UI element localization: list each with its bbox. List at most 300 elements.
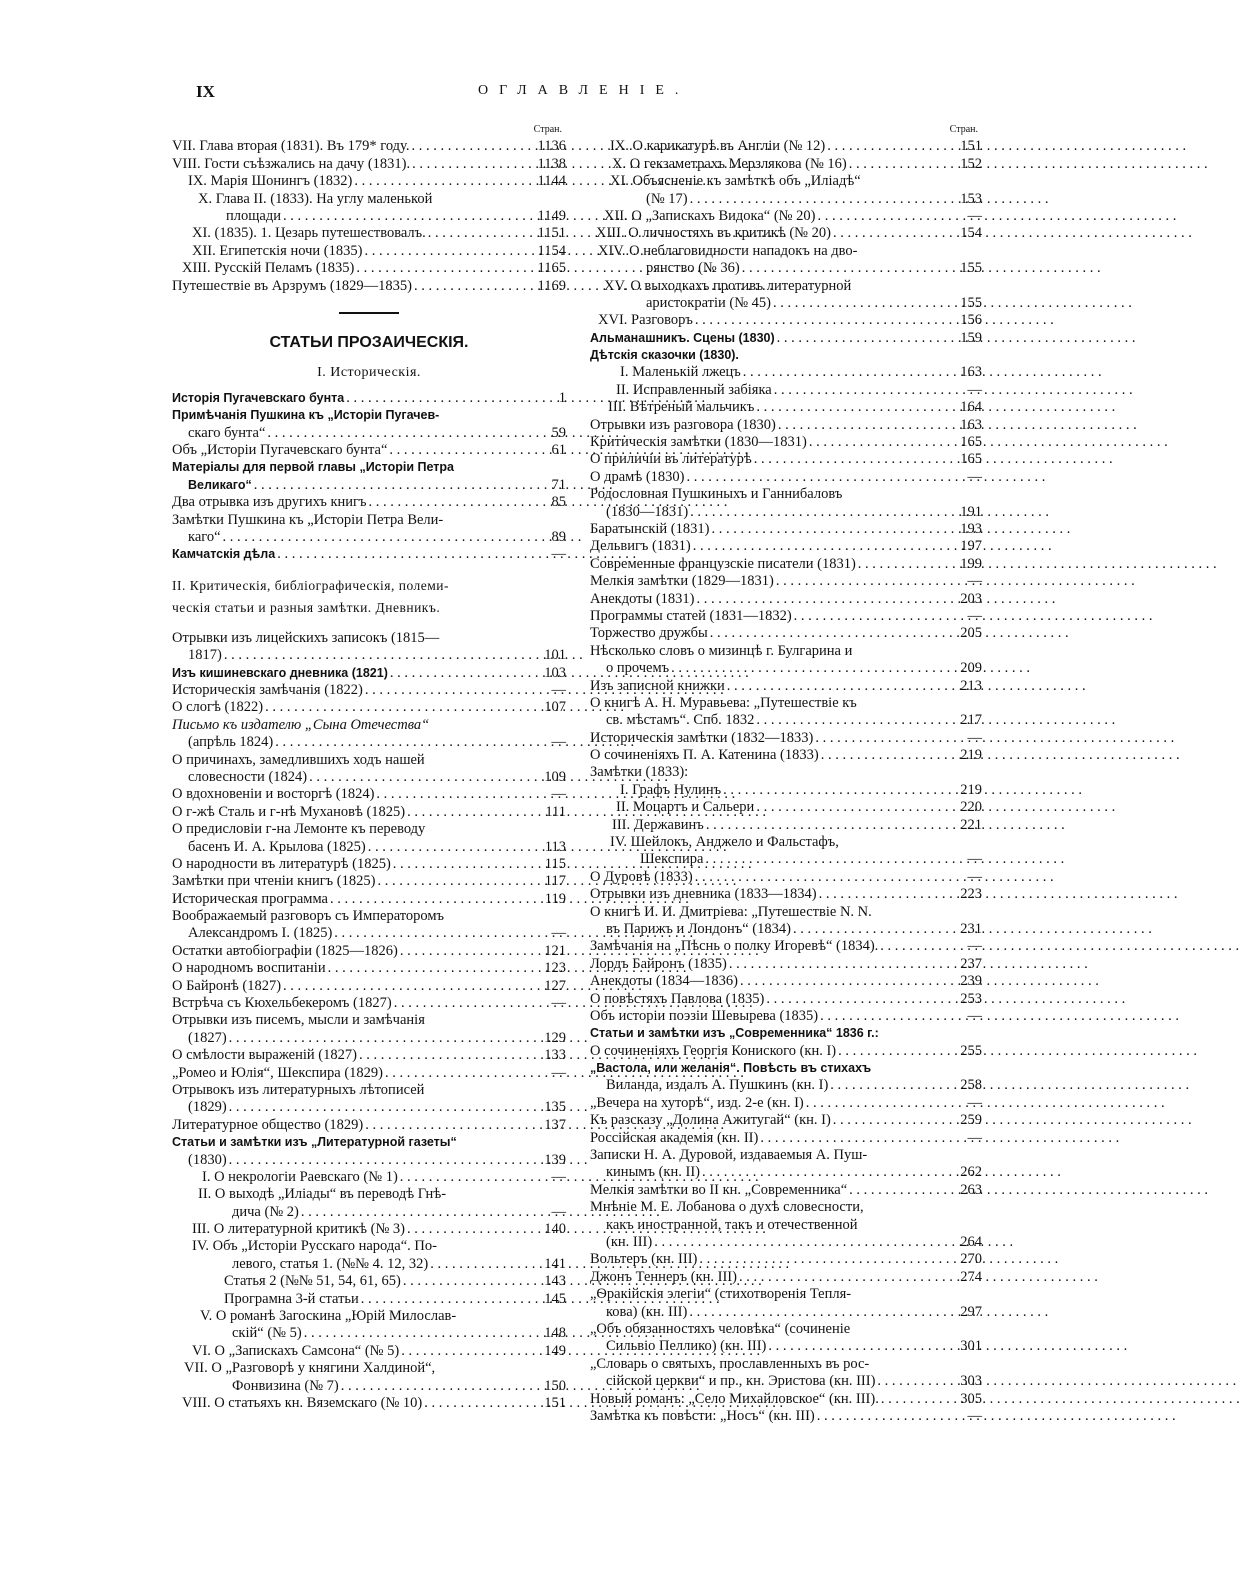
- toc-entry: [590, 1303, 982, 1320]
- subsection-title-line: II. Критическія, библіографическія, полеми-: [172, 578, 450, 594]
- toc-entry-page: 1138: [537, 155, 566, 172]
- dot-leader: [729, 956, 942, 973]
- toc-entry-title: Дѣтскія сказочки (1830).: [590, 348, 739, 363]
- toc-entry-title: Отрывки изъ лицейскихъ записокъ (1815—: [172, 629, 440, 646]
- toc-entry: [590, 1355, 982, 1372]
- dot-leader: [354, 173, 526, 190]
- subsection-title-line: ческія статьи и разныя замѣтки. Дневникъ.: [172, 600, 441, 616]
- toc-entry-page: —: [967, 607, 982, 624]
- toc-entry-page: 121: [544, 942, 566, 959]
- toc-entry-title: О народномъ воспитаніи: [172, 960, 326, 977]
- dot-leader: [690, 504, 942, 521]
- toc-entry-title: О Байронѣ (1827): [172, 977, 282, 994]
- toc-entry: [590, 990, 982, 1007]
- toc-entry-title: Вольтеръ (кн. III): [590, 1251, 698, 1268]
- toc-entry: [590, 1251, 982, 1268]
- toc-entry-page: 143: [544, 1273, 566, 1290]
- toc-entry-title: о прочемъ: [606, 660, 670, 677]
- toc-entry: [172, 682, 566, 699]
- toc-entry: [590, 677, 982, 694]
- toc-entry: [590, 521, 982, 538]
- toc-entry: [590, 851, 982, 868]
- dot-leader: [394, 995, 526, 1012]
- toc-entry-title: VIII. О статьяхъ кн. Вяземскаго (№ 10): [182, 1395, 423, 1411]
- dot-leader: [267, 425, 526, 442]
- toc-entry: [590, 364, 982, 381]
- toc-entry-page: 156: [960, 312, 982, 329]
- toc-entry-title: „Вечера на хуторѣ“, изд. 2-е (кн. I): [590, 1094, 804, 1111]
- toc-entry-title: Литературное общество (1829): [172, 1116, 364, 1133]
- toc-entry-page: 85: [551, 494, 566, 511]
- dot-leader: [277, 546, 526, 563]
- toc-entry-title: III. Вѣтреный мальчикъ: [608, 399, 755, 416]
- dot-leader: [328, 960, 526, 977]
- toc-entry-title: Александромъ I. (1825): [188, 925, 333, 942]
- toc-entry-page: —: [967, 207, 982, 224]
- toc-entry-page: 115: [544, 855, 566, 872]
- toc-entry: [590, 486, 982, 503]
- dot-leader: [760, 1130, 942, 1147]
- toc-entry-title: Анекдоты (1834—1836): [590, 973, 739, 990]
- toc-entry-page: 59: [551, 424, 566, 441]
- toc-entry-title: О приличіи въ литературѣ: [590, 451, 752, 468]
- toc-entry: [172, 647, 566, 664]
- toc-entry: [590, 277, 982, 294]
- toc-entry-page: 303: [960, 1373, 982, 1390]
- toc-entry: [590, 295, 982, 312]
- toc-entry-title: Статьи и замѣтки изъ „Современника“ 1836 г.:: [590, 1026, 879, 1041]
- toc-entry: [172, 494, 566, 511]
- toc-entry-page: —: [967, 1094, 982, 1111]
- toc-entry-page: 213: [960, 677, 982, 694]
- toc-entry: [172, 138, 566, 155]
- toc-entry: [590, 955, 982, 972]
- dot-leader: [794, 608, 942, 625]
- toc-entry: [590, 1042, 982, 1059]
- dot-leader: [400, 1169, 526, 1186]
- dot-leader: [858, 556, 942, 573]
- toc-entry-page: —: [551, 681, 566, 698]
- toc-entry: [590, 1373, 982, 1390]
- toc-entry: [590, 1216, 982, 1233]
- toc-entry-page: 155: [960, 294, 982, 311]
- toc-entry-title: Нѣсколько словъ о мизинцѣ г. Булгарина и: [590, 642, 853, 659]
- toc-entry-page: 223: [960, 886, 982, 903]
- toc-entry: [172, 277, 566, 294]
- toc-entry: [590, 399, 982, 416]
- toc-entry-page: 117: [544, 873, 566, 890]
- running-title: ОГЛАВЛЕНІЕ.: [478, 83, 690, 98]
- toc-entry: [172, 734, 566, 751]
- toc-entry-title: V. О романѣ Загоскина „Юрій Милослав-: [200, 1308, 457, 1325]
- dot-leader: [880, 938, 942, 955]
- toc-entry-page: 163: [960, 364, 982, 381]
- toc-entry-page: 148: [544, 1325, 566, 1342]
- toc-entry-title: IV. Объ „Исторіи Русскаго народа“. По-: [192, 1238, 437, 1255]
- dot-leader: [723, 782, 942, 799]
- toc-entry-title: Отрывокъ изъ литературныхъ лѣтописей: [172, 1081, 425, 1098]
- toc-entry-title: Родословная Пушкиныхъ и Ганнибаловъ: [590, 486, 843, 503]
- toc-entry: [590, 381, 982, 398]
- toc-entry: [590, 1286, 982, 1303]
- dot-leader: [756, 712, 942, 729]
- toc-entry: [590, 764, 982, 781]
- toc-entry: [590, 1181, 982, 1198]
- dot-leader: [393, 856, 526, 873]
- toc-entry-page: —: [967, 729, 982, 746]
- toc-entry-page: —: [967, 868, 982, 885]
- toc-entry-title: X. О гекзаметрахъ Мерзлякова (№ 16): [612, 155, 847, 172]
- subsection-title-critical: [172, 575, 566, 619]
- toc-entry-page: —: [967, 468, 982, 485]
- toc-entry-page: 193: [960, 520, 982, 537]
- toc-entry-page: 141: [544, 1255, 566, 1272]
- dot-leader: [727, 678, 942, 695]
- toc-entry-title: IX. О карикатурѣ въ Англіи (№ 12): [610, 138, 826, 155]
- toc-entry: [590, 329, 982, 346]
- toc-entry-title: (1829): [188, 1099, 227, 1116]
- toc-entry-page: 305: [960, 1390, 982, 1407]
- toc-entry: [172, 529, 566, 546]
- dot-leader: [229, 1152, 526, 1169]
- toc-entry: [172, 1064, 566, 1081]
- toc-entry-title: XII. О „Запискахъ Видока“ (№ 20): [604, 207, 816, 224]
- dot-leader: [341, 1378, 526, 1395]
- toc-entry-title: „Объ обязанностяхъ человѣка“ (сочиненіе: [590, 1320, 851, 1337]
- toc-entry: [590, 1112, 982, 1129]
- toc-entry-page: 101: [544, 647, 566, 664]
- toc-entry-page: —: [967, 1129, 982, 1146]
- toc-entry-page: 151: [544, 1395, 566, 1411]
- toc-entry-page: —: [551, 786, 566, 803]
- dot-leader: [428, 225, 526, 242]
- toc-entry-page: 151: [960, 138, 982, 155]
- toc-entry: [172, 424, 566, 441]
- toc-entry-page: 262: [960, 1164, 982, 1181]
- toc-entry-title: кова) (кн. III): [606, 1303, 688, 1320]
- toc-entry: [172, 407, 566, 424]
- dot-leader: [265, 699, 526, 716]
- toc-entry: [590, 1199, 982, 1216]
- toc-list-right: [590, 138, 982, 1425]
- toc-entry-page: 237: [960, 955, 982, 972]
- dot-leader: [817, 1408, 942, 1425]
- toc-entry-title: II. О выходѣ „Иліады“ въ переводѣ Гнѣ-: [198, 1186, 447, 1203]
- toc-entry: [172, 260, 566, 277]
- page-number: IX: [196, 82, 215, 101]
- toc-entry: [590, 729, 982, 746]
- toc-entry-title: Отрывки изъ дневника (1833—1834): [590, 886, 817, 903]
- toc-entry: [590, 190, 982, 207]
- toc-entry-page: 264: [960, 1234, 982, 1250]
- toc-entry-page: 270: [960, 1251, 982, 1268]
- toc-entry-title: XIII. Русскій Пеламъ (1835): [182, 260, 355, 277]
- dot-leader: [739, 1269, 942, 1286]
- toc-entry-title: О смѣлости выраженій (1827): [172, 1047, 357, 1064]
- toc-entry-page: 1136: [537, 138, 566, 155]
- toc-entry-title: Критическія замѣтки (1830—1831): [590, 434, 807, 451]
- toc-entry-title: скій“ (№ 5): [232, 1325, 302, 1342]
- toc-entry-page: 107: [544, 699, 566, 716]
- toc-entry-title: (1830): [188, 1151, 227, 1168]
- toc-entry-page: 127: [544, 977, 566, 994]
- dot-leader: [710, 625, 942, 642]
- toc-entry-title: Отрывки изъ разговора (1830): [590, 416, 776, 433]
- toc-entry-title: XIV. О неблаговидности нападокъ на дво-: [598, 242, 858, 259]
- toc-entry: [590, 416, 982, 433]
- dot-leader: [361, 1291, 526, 1308]
- toc-entry: [172, 1377, 566, 1394]
- toc-entry: [172, 155, 566, 172]
- toc-entry-title: Объ „Исторіи Пугачевскаго бунта“: [172, 442, 388, 459]
- dot-leader: [754, 451, 942, 468]
- dot-leader: [283, 208, 526, 225]
- section-divider: [339, 312, 399, 314]
- toc-entry-page: 155: [960, 260, 982, 277]
- toc-entry-title: О Дуровѣ (1833): [590, 868, 693, 885]
- toc-entry: [590, 138, 982, 155]
- toc-entry-title: Современные французскіе писатели (1831): [590, 555, 856, 572]
- toc-entry: [172, 173, 566, 190]
- dot-leader: [693, 538, 942, 555]
- toc-entry-title: О вдохновеніи и восторгѣ (1824): [172, 786, 375, 803]
- toc-entry: [172, 925, 566, 942]
- dot-leader: [401, 1343, 526, 1360]
- dot-leader: [369, 494, 527, 511]
- dot-leader: [793, 921, 942, 938]
- dot-leader: [815, 730, 942, 747]
- dot-leader: [821, 747, 942, 764]
- toc-entry: [590, 747, 982, 764]
- toc-list-top: [172, 138, 566, 295]
- toc-entry-title: „Ѳракійскія элегіи“ (стихотворенія Тепля-: [590, 1286, 852, 1303]
- dot-leader: [705, 851, 942, 868]
- toc-entry: [590, 886, 982, 903]
- toc-entry-title: Отрывки изъ писемъ, мысли и замѣчанія: [172, 1012, 425, 1029]
- toc-entry-title: каго“: [188, 529, 221, 546]
- toc-entry: [590, 1234, 982, 1251]
- toc-entry-title: басенъ И. А. Крылова (1825): [188, 838, 366, 855]
- toc-entry-title: Новый романъ: „Село Михайловское“ (кн. III).: [590, 1390, 879, 1407]
- toc-entry-page: 153: [960, 190, 982, 207]
- toc-entry: [172, 699, 566, 716]
- dot-leader: [275, 734, 526, 751]
- toc-entry: [590, 816, 982, 833]
- toc-entry: [172, 1186, 566, 1203]
- toc-entry-title: О книгѣ А. Н. Муравьева: „Путешествіе къ: [590, 694, 857, 711]
- toc-entry-page: 221: [960, 816, 982, 833]
- dot-leader: [414, 278, 526, 295]
- dot-leader: [689, 1304, 942, 1321]
- dot-leader: [756, 399, 942, 416]
- toc-entry-page: 263: [960, 1181, 982, 1198]
- right-column: [590, 124, 982, 1425]
- toc-entry-page: 1151: [537, 225, 566, 242]
- toc-entry-page: 274: [960, 1268, 982, 1285]
- toc-entry-title: Лордъ Байронъ (1835): [590, 955, 727, 972]
- toc-entry-title: О г-жѣ Сталь и г-нѣ Мухановѣ (1825): [172, 803, 406, 820]
- toc-entry-page: —: [967, 381, 982, 398]
- toc-entry: [590, 625, 982, 642]
- toc-entry: [172, 459, 566, 476]
- toc-entry-page: 217: [960, 712, 982, 729]
- toc-entry-title: Замѣтки Пушкина къ „Исторіи Петра Вели-: [172, 511, 444, 528]
- toc-entry-page: 1154: [537, 242, 566, 259]
- toc-entry-title: О книгѣ И. И. Дмитріева: „Путешествіе N. N.: [590, 903, 872, 920]
- toc-entry-title: VIII. Гости съѣзжались на дачу (1831).: [172, 155, 411, 172]
- toc-entry-page: 165: [960, 434, 982, 451]
- dot-leader: [687, 469, 943, 486]
- toc-entry-title: VI. О „Запискахъ Самсона“ (№ 5): [192, 1342, 400, 1359]
- toc-entry: [590, 225, 982, 242]
- toc-entry: [590, 973, 982, 990]
- toc-entry-page: 123: [544, 960, 566, 977]
- toc-entry: [590, 555, 982, 572]
- dot-leader: [820, 1008, 942, 1025]
- toc-entry-title: аристократіи (№ 45): [646, 294, 771, 311]
- toc-entry: [172, 1308, 566, 1325]
- toc-entry-title: словесности (1824): [188, 768, 308, 785]
- toc-entry-page: —: [551, 546, 566, 563]
- toc-entry-title: Историческія замѣчанія (1822): [172, 681, 363, 698]
- toc-entry-title: Сильвіо Пеллико) (кн. III): [606, 1338, 767, 1355]
- toc-entry: [172, 629, 566, 646]
- dot-leader: [742, 260, 942, 277]
- toc-entry-title: Встрѣча съ Кюхельбекеромъ (1827): [172, 995, 392, 1012]
- toc-entry: [172, 390, 566, 407]
- toc-entry-title: III. Державинъ: [612, 816, 704, 833]
- toc-entry-title: дича (№ 2): [232, 1203, 299, 1220]
- dot-leader: [838, 1043, 942, 1060]
- toc-entry-title: Примѣчанія Пушкина къ „Исторіи Пугачев-: [172, 408, 440, 423]
- toc-entry-title: Статья 2 (№№ 51, 54, 61, 65): [224, 1273, 401, 1290]
- dot-leader: [377, 873, 526, 890]
- toc-entry-page: 239: [960, 973, 982, 990]
- dot-leader: [806, 1095, 942, 1112]
- toc-entry-page: 129: [544, 1029, 566, 1046]
- toc-entry-title: сійской церкви“ и пр., кн. Эристова (кн. III): [606, 1373, 876, 1390]
- toc-entry-title: Анекдоты (1831): [590, 590, 695, 607]
- toc-entry-title: X. Глава II. (1833). На углу маленькой: [198, 190, 433, 207]
- toc-entry-page: 1144: [537, 173, 566, 190]
- toc-entry: [590, 608, 982, 625]
- toc-entry: [590, 1321, 982, 1338]
- toc-entry-title: въ Парижъ и Лондонъ“ (1834): [606, 920, 791, 937]
- toc-entry-title: XVI. Разговоръ: [598, 312, 693, 329]
- toc-entry-page: 1169: [537, 277, 566, 294]
- toc-entry: [172, 511, 566, 528]
- dot-leader: [777, 330, 942, 347]
- toc-entry: [172, 664, 566, 681]
- toc-entry-title: О предисловіи г-на Лемонте къ переводу: [172, 821, 426, 838]
- toc-entry-title: (кн. III): [606, 1234, 653, 1250]
- dot-leader: [229, 1099, 526, 1116]
- toc-entry: [590, 781, 982, 798]
- toc-entry-page: 113: [544, 838, 566, 855]
- toc-entry: [590, 799, 982, 816]
- toc-entry: [590, 712, 982, 729]
- toc-entry: [172, 960, 566, 977]
- toc-entry-title: О причинахъ, замедлившихъ ходъ нашей: [172, 751, 425, 768]
- toc-entry-title: О народности въ литературѣ (1825): [172, 855, 391, 872]
- toc-entry-title: „Вастола, или желанія“. Повѣсть въ стихахъ: [590, 1061, 872, 1076]
- toc-entry-title: Два отрывка изъ другихъ книгъ: [172, 494, 367, 511]
- toc-entry-page: 199: [960, 555, 982, 572]
- section-title: СТАТЬИ ПРОЗАИЧЕСКІЯ.: [269, 333, 469, 351]
- toc-entry-page: 301: [960, 1338, 982, 1355]
- toc-entry: [590, 695, 982, 712]
- dot-leader: [706, 817, 942, 834]
- toc-entry-page: —: [551, 1064, 566, 1081]
- toc-entry-title: (апрѣль 1824): [188, 734, 274, 751]
- dot-leader: [833, 225, 942, 242]
- dot-leader: [766, 991, 942, 1008]
- dot-leader: [359, 1047, 526, 1064]
- toc-entry-title: II. Исправленный забіяка: [616, 381, 772, 398]
- toc-entry: [590, 468, 982, 485]
- dot-leader: [365, 1117, 526, 1134]
- toc-entry-title: Мелкія замѣтки во II кн. „Современника“: [590, 1181, 848, 1198]
- toc-entry: [590, 1408, 982, 1425]
- toc-entry: [172, 942, 566, 959]
- toc-entry: [172, 1047, 566, 1064]
- toc-entry-title: кинымъ (кн. II): [606, 1164, 700, 1181]
- dot-leader: [364, 243, 526, 260]
- toc-entry-page: 255: [960, 1042, 982, 1059]
- dot-leader: [740, 973, 942, 990]
- toc-entry-page: —: [967, 1407, 982, 1424]
- toc-entry-page: 259: [960, 1112, 982, 1129]
- toc-entry: [590, 155, 982, 172]
- toc-entry-page: 149: [544, 1342, 566, 1359]
- toc-entry-page: 152: [960, 155, 982, 172]
- dot-leader: [376, 786, 526, 803]
- dot-leader: [702, 1164, 942, 1181]
- toc-entry-page: 89: [551, 529, 566, 546]
- toc-entry: [590, 1094, 982, 1111]
- toc-entry-title: „Ромео и Юлія“, Шекспира (1829): [172, 1064, 383, 1081]
- toc-entry-page: 133: [544, 1047, 566, 1064]
- dot-leader: [756, 799, 942, 816]
- toc-entry: [172, 1360, 566, 1377]
- toc-entry-page: 203: [960, 590, 982, 607]
- toc-entry: [172, 190, 566, 207]
- toc-entry-page: —: [551, 995, 566, 1012]
- toc-entry-page: 165: [960, 451, 982, 468]
- toc-entry: [172, 751, 566, 768]
- toc-entry-title: Торжество дружбы: [590, 625, 708, 642]
- dot-leader: [778, 417, 942, 434]
- toc-entry-title: Замѣтки при чтеніи книгъ (1825): [172, 873, 376, 890]
- dot-leader: [346, 390, 526, 407]
- dot-leader: [390, 665, 526, 682]
- toc-entry-page: 154: [960, 225, 982, 242]
- toc-list-critical: [172, 629, 566, 1412]
- toc-entry-page: 137: [544, 1116, 566, 1133]
- dot-leader: [224, 647, 526, 664]
- toc-entry-page: 163: [960, 416, 982, 433]
- toc-entry-title: скаго бунта“: [188, 424, 266, 441]
- toc-entry-title: Замѣчанія на „Пѣснь о полку Игоревѣ“ (1834).: [590, 938, 879, 955]
- toc-entry-title: (№ 17): [646, 190, 688, 207]
- toc-entry-title: (1827): [188, 1029, 227, 1046]
- toc-entry: [172, 908, 566, 925]
- toc-entry: [590, 1060, 982, 1077]
- toc-entry: [172, 1325, 566, 1342]
- toc-entry: [172, 1169, 566, 1186]
- toc-entry: [590, 1390, 982, 1407]
- toc-entry: [172, 821, 566, 838]
